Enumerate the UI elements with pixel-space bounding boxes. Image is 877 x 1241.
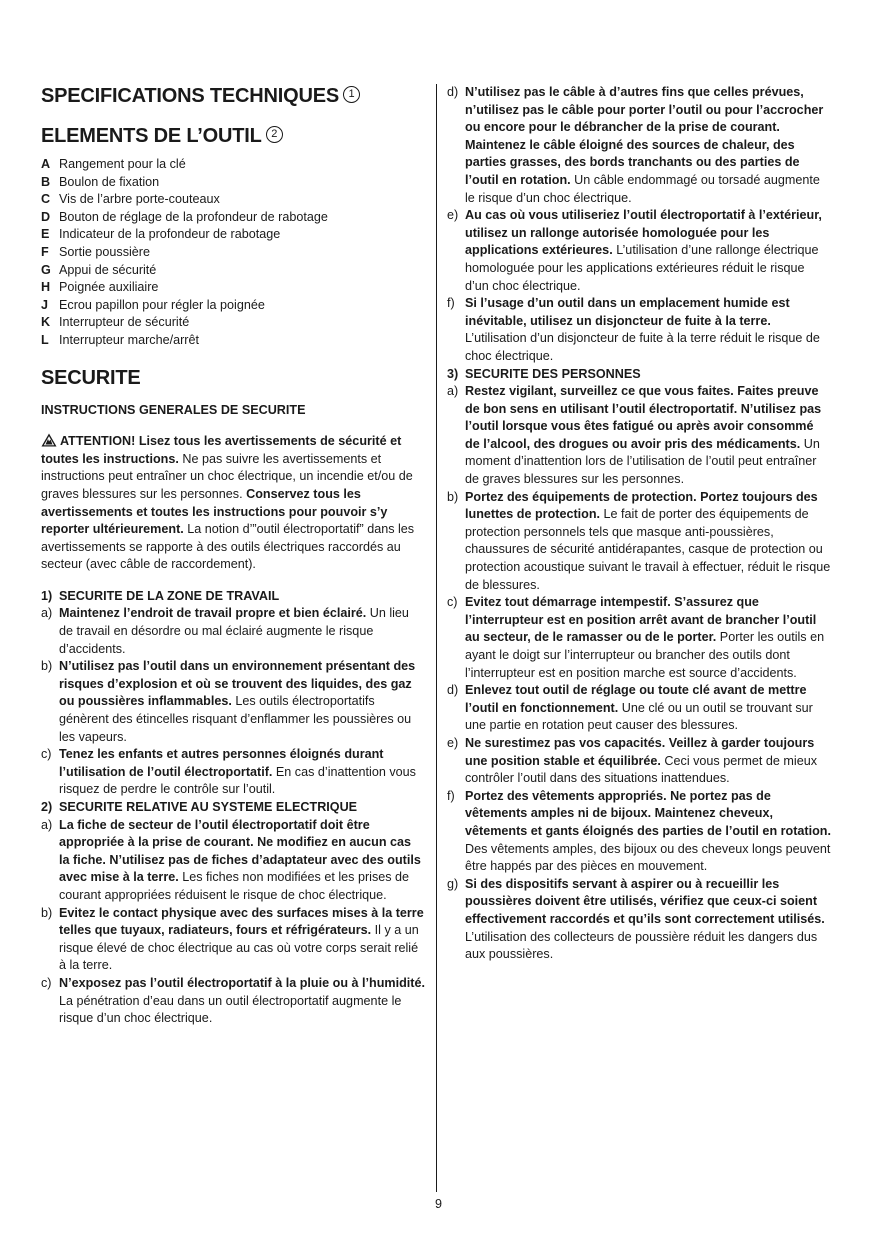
section-2-items-left xyxy=(41,817,425,1028)
section-1-heading xyxy=(41,588,425,606)
legend-item xyxy=(41,244,425,262)
legend-label: Rangement pour la clé xyxy=(59,157,186,171)
section-3-number: 3) xyxy=(447,366,459,381)
instruction-item xyxy=(447,207,831,295)
instruction-bold: Evitez tout démarrage intempestif. S’assurez que l’interrupteur est en position arrêt avant de brancher l’outil au secteur, de le ramasser ou de le porter. xyxy=(465,595,817,645)
instruction-text: Un lieu de travail en désordre ou mal éclairé augmente le risque d’accidents. xyxy=(59,606,409,656)
instruction-item xyxy=(41,905,425,975)
section-2-title: SECURITE RELATIVE AU SYSTEME ELECTRIQUE xyxy=(59,800,358,814)
legend-key: H xyxy=(41,280,51,295)
instruction-text: La pénétration d’eau dans un outil électroportatif augmente le risque d’un choc électrique. xyxy=(59,993,402,1026)
legend-label: Bouton de réglage de la profondeur de rabotage xyxy=(59,209,328,224)
instruction-body xyxy=(59,605,425,658)
legend-item xyxy=(41,279,425,297)
instruction-body xyxy=(465,735,831,788)
instruction-text: Une clé ou un outil se trouvant sur une partie en rotation peut causer des blessures. xyxy=(465,700,813,733)
specs-heading xyxy=(41,84,425,108)
instruction-letter: c) xyxy=(41,747,52,762)
section-3-heading xyxy=(447,366,831,384)
instruction-item xyxy=(447,735,831,788)
instruction-bold: Si des dispositifs servant à aspirer ou à recueillir les poussières doivent être utilisés, vérifiez que ceux-ci soient effectivement raccordés et qu’ils sont correctement utilisés. xyxy=(465,876,825,926)
legend-item xyxy=(41,297,425,315)
instruction-item xyxy=(447,383,831,489)
warning-bold-1: ATTENTION! Lisez tous les avertissements de sécurité et toutes les instructions. xyxy=(41,434,402,466)
instruction-body xyxy=(59,905,425,975)
instruction-letter: f) xyxy=(447,788,455,803)
instruction-bold: Evitez le contact physique avec des surfaces mises à la terre telles que tuyaux, radiateurs, fours et réfrigérateurs. xyxy=(59,905,424,938)
instruction-item xyxy=(41,605,425,658)
instruction-bold: Restez vigilant, surveillez ce que vous faites. Faites preuve de bon sens en utilisant l’outil électroportatif. N’utilisez pas l’outil lorsque vous êtes fatigué ou après avoir consommé de l’alcool, des drogues ou avoir pris des médicaments. xyxy=(465,384,822,451)
instruction-item xyxy=(41,975,425,1028)
instruction-body xyxy=(465,876,831,964)
instruction-body xyxy=(59,817,425,905)
instruction-bold: N’utilisez pas le câble à d’autres fins que celles prévues, n’utilisez pas le câble pour porter l’outil ou pour l’accrocher ou encore pour le débrancher de la prise de courant. Maintenez le câble éloigné des sources de chaleur, des parties grasses, des bords tranchants ou des parties de l’outil en rotation. xyxy=(465,85,824,187)
instruction-bold: Maintenez l’endroit de travail propre et bien éclairé. xyxy=(59,606,367,621)
instruction-body xyxy=(465,594,831,682)
section-1-number: 1) xyxy=(41,588,53,603)
legend-label: Sortie poussière xyxy=(59,244,151,259)
instruction-bold: Tenez les enfants et autres personnes éloignés durant l’utilisation de l’outil électroportatif. xyxy=(59,747,384,779)
instruction-text: Les fiches non modifiées et les prises de courant appropriées réduisent le risque de choc électrique. xyxy=(59,870,410,902)
warning-text-2: La notion d’”outil électroportatif” dans les avertissements se rapporte à des outils électriques raccordés au secteur (avec câble de raccordement). xyxy=(41,522,415,572)
legend-label: Boulon de fixation xyxy=(59,174,160,189)
general-instructions-title: INSTRUCTIONS GENERALES DE SECURITE xyxy=(41,402,306,417)
section-3-title: SECURITE DES PERSONNES xyxy=(465,366,641,381)
instruction-item xyxy=(41,817,425,905)
page-number: 9 xyxy=(434,1197,442,1211)
instruction-item xyxy=(447,295,831,365)
right-column xyxy=(447,84,831,964)
instruction-body xyxy=(59,658,425,746)
instruction-bold: Portez des vêtements appropriés. Ne portez pas de vêtements amples ni de bijoux. Maintenez cheveux, vêtements et gants éloignés des parties de l’outil en rotation. xyxy=(465,788,831,838)
legend-item xyxy=(41,332,425,350)
instruction-text: L’utilisation d’un disjoncteur de fuite à la terre réduit le risque de choc électrique. xyxy=(465,331,820,363)
section-2-heading xyxy=(41,799,425,817)
instruction-letter: a) xyxy=(41,817,53,832)
instruction-letter: b) xyxy=(41,905,53,920)
legend-key: D xyxy=(41,209,51,224)
warning-text-1: Ne pas suivre les avertissements et instructions peut entraîner un choc électrique, un incendie et/ou de graves blessures sur les personnes. xyxy=(41,451,413,501)
legend-item xyxy=(41,209,425,227)
legend-key: L xyxy=(41,332,49,347)
warning-triangle-icon xyxy=(41,433,57,447)
section-2-items-right xyxy=(447,84,831,366)
warning-bold-2: Conservez tous les avertissements et toutes les instructions pour pouvoir s’y reporter ultérieurement. xyxy=(41,486,388,537)
instruction-letter: b) xyxy=(447,489,459,504)
instruction-text: L’utilisation d’une rallonge électrique homologuée pour les applications extérieures réduit le risque d’un choc électrique. xyxy=(465,243,819,293)
legend-label: Vis de l’arbre porte-couteaux xyxy=(59,192,220,207)
section-1-title: SECURITE DE LA ZONE DE TRAVAIL xyxy=(59,588,280,603)
instruction-text: Le fait de porter des équipements de protection personnels tels que masque anti-poussières, chaussures de sécurité antidérapantes, casque de protection ou protection acoustique suivant le travail à effectuer, réduit le risque de blessures. xyxy=(465,507,831,592)
legend-key: K xyxy=(41,315,51,330)
instruction-body xyxy=(465,84,831,207)
specs-figure-ref: 1 xyxy=(343,86,360,103)
instruction-text: Il y a un risque élevé de choc électrique au cas où votre corps serait relié à la terre. xyxy=(59,923,419,973)
warning-paragraph xyxy=(41,433,425,574)
legend-item xyxy=(41,174,425,192)
instruction-item xyxy=(447,489,831,595)
instruction-body xyxy=(465,295,831,365)
legend-label: Poignée auxiliaire xyxy=(59,280,159,295)
instruction-item xyxy=(447,876,831,964)
elements-heading xyxy=(41,124,425,148)
instruction-item xyxy=(447,682,831,735)
instruction-bold: La fiche de secteur de l’outil électroportatif doit être appropriée à la prise de courant. Ne modifiez en aucun cas la fiche. N’utilisez pas de fiches d’adaptateur avec des outils avec mise à la terre. xyxy=(59,817,421,885)
instruction-bold: N’exposez pas l’outil électroportatif à la pluie ou à l’humidité. xyxy=(59,975,425,990)
instruction-text: En cas d’inattention vous risquez de perdre le contrôle sur l’outil. xyxy=(59,764,416,797)
instruction-item xyxy=(447,594,831,682)
legend-item xyxy=(41,314,425,332)
column-divider xyxy=(436,84,437,1192)
instruction-letter: d) xyxy=(447,85,459,99)
instruction-letter: c) xyxy=(447,595,458,610)
instruction-letter: e) xyxy=(447,735,459,750)
instruction-text: Un câble endommagé ou torsadé augmente le risque d’un choc électrique. xyxy=(465,172,820,205)
legend-key: F xyxy=(41,244,49,259)
elements-figure-ref: 2 xyxy=(266,126,283,143)
section-2-number: 2) xyxy=(41,800,53,814)
instruction-body xyxy=(465,682,831,735)
legend-item xyxy=(41,226,425,244)
instruction-bold: Au cas où vous utiliseriez l’outil électroportatif à l’extérieur, utilisez un rallonge autorisée homologuée pour les applications extérieures. xyxy=(465,208,822,258)
instruction-item xyxy=(447,788,831,876)
left-column xyxy=(41,84,425,1028)
legend-key: C xyxy=(41,192,51,207)
instruction-body xyxy=(465,207,831,295)
instruction-body xyxy=(59,975,425,1028)
instruction-body xyxy=(465,489,831,595)
instruction-item xyxy=(41,746,425,799)
legend-item xyxy=(41,262,425,280)
legend-item xyxy=(41,191,425,209)
instruction-body xyxy=(59,746,425,799)
instruction-item xyxy=(447,84,831,207)
securite-heading: SECURITE xyxy=(41,366,141,389)
instruction-bold: N’utilisez pas l’outil dans un environnement présentant des risques d’explosion et où se trouvent des liquides, des gaz ou poussières inflammables. xyxy=(59,659,416,709)
section-1-items xyxy=(41,605,425,799)
legend-item xyxy=(41,156,425,174)
specs-title: SPECIFICATIONS TECHNIQUES xyxy=(41,85,339,107)
instruction-letter: a) xyxy=(447,384,459,399)
legend-key: A xyxy=(41,157,51,171)
instruction-letter: c) xyxy=(41,975,52,990)
legend-key: E xyxy=(41,227,50,242)
instruction-letter: g) xyxy=(447,876,459,891)
instruction-bold: Si l’usage d’un outil dans un emplacement humide est inévitable, utilisez un disjoncteur de fuite à la terre. xyxy=(465,296,790,328)
instruction-letter: d) xyxy=(447,683,459,698)
legend-label: Appui de sécurité xyxy=(59,262,157,277)
instruction-bold: Enlevez tout outil de réglage ou toute clé avant de mettre l’outil en fonctionnement. xyxy=(465,683,807,715)
legend-label: Interrupteur marche/arrêt xyxy=(59,332,199,347)
legend-key: G xyxy=(41,262,51,277)
legend-label: Interrupteur de sécurité xyxy=(59,315,190,330)
section-3-items xyxy=(447,383,831,964)
instruction-letter: e) xyxy=(447,208,459,223)
legend-label: Indicateur de la profondeur de rabotage xyxy=(59,227,281,242)
elements-legend xyxy=(41,156,425,350)
instruction-body xyxy=(465,383,831,489)
instruction-text: Les outils électroportatifs génèrent des étincelles risquant d’enflammer les poussières ou les vapeurs. xyxy=(59,694,412,744)
instruction-text: Des vêtements amples, des bijoux ou des cheveux longs peuvent être happés par des pièces en mouvement. xyxy=(465,841,831,874)
instruction-letter: b) xyxy=(41,659,53,674)
instruction-text: Porter les outils en ayant le doigt sur l’interrupteur ou brancher des outils dont l’interrupteur est en position marche est source d’accidents. xyxy=(465,630,825,680)
instruction-letter: a) xyxy=(41,606,53,621)
instruction-text: Un moment d’inattention lors de l’utilisation de l’outil peut entraîner de graves blessures sur les personnes. xyxy=(465,436,820,487)
elements-title: ELEMENTS DE L’OUTIL xyxy=(41,125,262,147)
instruction-text: L’utilisation des collecteurs de poussière réduit les dangers dus aux poussières. xyxy=(465,929,818,962)
legend-key: J xyxy=(41,297,49,312)
instruction-letter: f) xyxy=(447,296,455,311)
legend-label: Ecrou papillon pour régler la poignée xyxy=(59,297,265,312)
instruction-bold: Ne surestimez pas vos capacités. Veillez à garder toujours une position stable et équilibrée. xyxy=(465,735,815,768)
legend-key: B xyxy=(41,174,51,189)
instruction-item xyxy=(41,658,425,746)
instruction-bold: Portez des équipements de protection. Portez toujours des lunettes de protection. xyxy=(465,489,818,522)
instruction-body xyxy=(465,788,831,876)
instruction-text: Ceci vous permet de mieux contrôler l’outil dans des situations inattendues. xyxy=(465,753,818,786)
